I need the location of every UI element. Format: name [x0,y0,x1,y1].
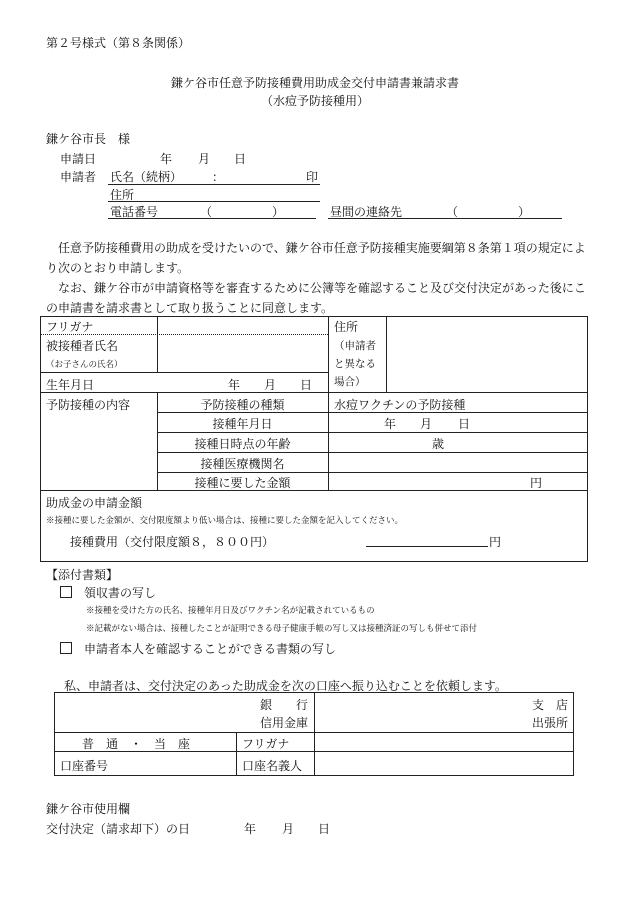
applicant-label: 申請者 [60,170,97,184]
city-use-heading: 鎌ケ谷市使用欄 [46,802,131,816]
age-unit: 歳 [432,437,445,451]
bank-label: 銀 行 [260,698,309,712]
grant-amount-label: 助成金の申請金額 [46,496,143,510]
patient-name-label: 被接種者氏名 [46,339,119,353]
applicant-address-label: 住所 [110,188,135,202]
vaccination-month: 月 [420,417,433,431]
applicant-name-label: 氏名（続柄） [110,170,183,184]
shinkin-label: 信用金庫 [260,716,309,730]
address-note-1: （申請者 [334,340,376,352]
patient-name-field[interactable] [162,338,326,370]
furigana-field[interactable] [162,320,326,334]
receipt-checkbox[interactable] [60,586,72,598]
address-note-3: 場合） [334,376,366,388]
daytime-paren: （ ） [446,205,531,219]
dob-month: 月 [264,378,277,392]
patient-address-field[interactable] [390,320,584,390]
content-label: 予防接種の内容 [46,398,131,412]
addressee: 鎌ケ谷市長 様 [46,132,131,146]
seal-mark: 印 [306,170,319,184]
dob-label: 生年月日 [46,378,95,392]
daytime-underline[interactable] [328,218,562,219]
age-label: 接種日時点の年齢 [194,437,291,451]
clinic-label: 接種医療機関名 [200,457,285,471]
account-type[interactable]: 普 通 ・ 当 座 [82,737,191,751]
date-day: 日 [234,152,247,166]
dob-day: 日 [300,378,313,392]
branch-name-field[interactable] [320,696,526,730]
vaccination-date-label: 接種年月日 [212,417,273,431]
patient-name-sub: （お子さんの氏名） [46,360,123,370]
account-furigana-field[interactable] [320,735,570,749]
form-subtitle: （水痘予防接種用） [260,94,369,108]
account-number-label: 口座番号 [60,759,109,773]
cost-label: 接種に要した金額 [194,476,291,490]
vaccination-year: 年 [384,417,397,431]
attachment-note-2: ※記載がない場合は、接種したことが証明できる母子健康手帳の写し又は接種済証の写しも併せて添付 [86,624,478,634]
grant-note: ※接種に要した金額が、交付限度額より低い場合は、接種に要した金額を記入してください。 [46,516,404,526]
daytime-contact-label: 昼間の連絡先 [330,205,403,219]
bank-request-statement: 私、申請者は、交付決定のあった助成金を次の口座へ振り込むことを依頼します。 [64,679,507,693]
decision-date-label: 交付決定（請求却下）の日 [46,822,191,836]
attachment-item-receipt: 領収書の写し [60,584,156,601]
decision-day: 日 [318,822,331,836]
grant-fee-label: 接種費用（交付限度額８，８００円） [70,535,275,549]
address-note-2: と異なる [334,358,376,370]
name-colon: ： [212,170,225,184]
id-document-checkbox[interactable] [60,642,72,654]
application-date-label: 申請日 [60,152,97,166]
dob-year: 年 [228,378,241,392]
phone-underline[interactable] [108,218,316,219]
grant-unit: 円 [489,535,502,549]
date-year: 年 [160,152,173,166]
account-holder-field[interactable] [320,755,570,773]
name-underline[interactable] [108,184,320,185]
vaccine-kind-label: 予防接種の種類 [200,398,285,412]
patient-address-label: 住所 [334,320,359,334]
bank-name-field[interactable] [58,696,254,730]
address-underline[interactable] [108,201,320,202]
attachments-heading: 【添付書類】 [46,568,119,582]
cost-unit: 円 [530,476,543,490]
form-title: 鎌ケ谷市任意予防接種費用助成金交付申請書兼請求書 [170,76,459,90]
phone-paren: （ ） [200,205,285,219]
vaccine-kind-value: 水痘ワクチンの予防接種 [334,398,466,412]
consent-statement: なお、鎌ケ谷市が申請資格等を審査するために公簿等を確認すること及び交付決定があった後にこの申請書を請求書として取り扱うことに同意します。 [46,281,586,315]
decision-month: 月 [282,822,295,836]
vaccination-day: 日 [458,417,471,431]
attachment-item-id: 申請者本人を確認することができる書類の写し [60,640,336,657]
decision-year: 年 [244,822,257,836]
account-number-field[interactable] [120,755,232,773]
attachment-note-1: ※接種を受けた方の氏名、接種年月日及びワクチン名が記載されているもの [86,606,375,616]
form-number: 第２号様式（第８条関係） [46,36,191,50]
application-statement: 任意予防接種費用の助成を受けたいので、鎌ケ谷市任意予防接種実施要綱第８条第１項の規定により次のとおり申請します。 [46,241,586,275]
phone-label: 電話番号 [110,205,159,219]
grant-amount-field[interactable] [366,546,488,547]
furigana-label: フリガナ [46,320,94,334]
account-furigana-label: フリガナ [242,737,290,751]
date-month: 月 [198,152,211,166]
sub-branch-label: 出張所 [532,716,569,730]
branch-label: 支 店 [532,698,569,712]
account-holder-label: 口座名義人 [242,759,303,773]
